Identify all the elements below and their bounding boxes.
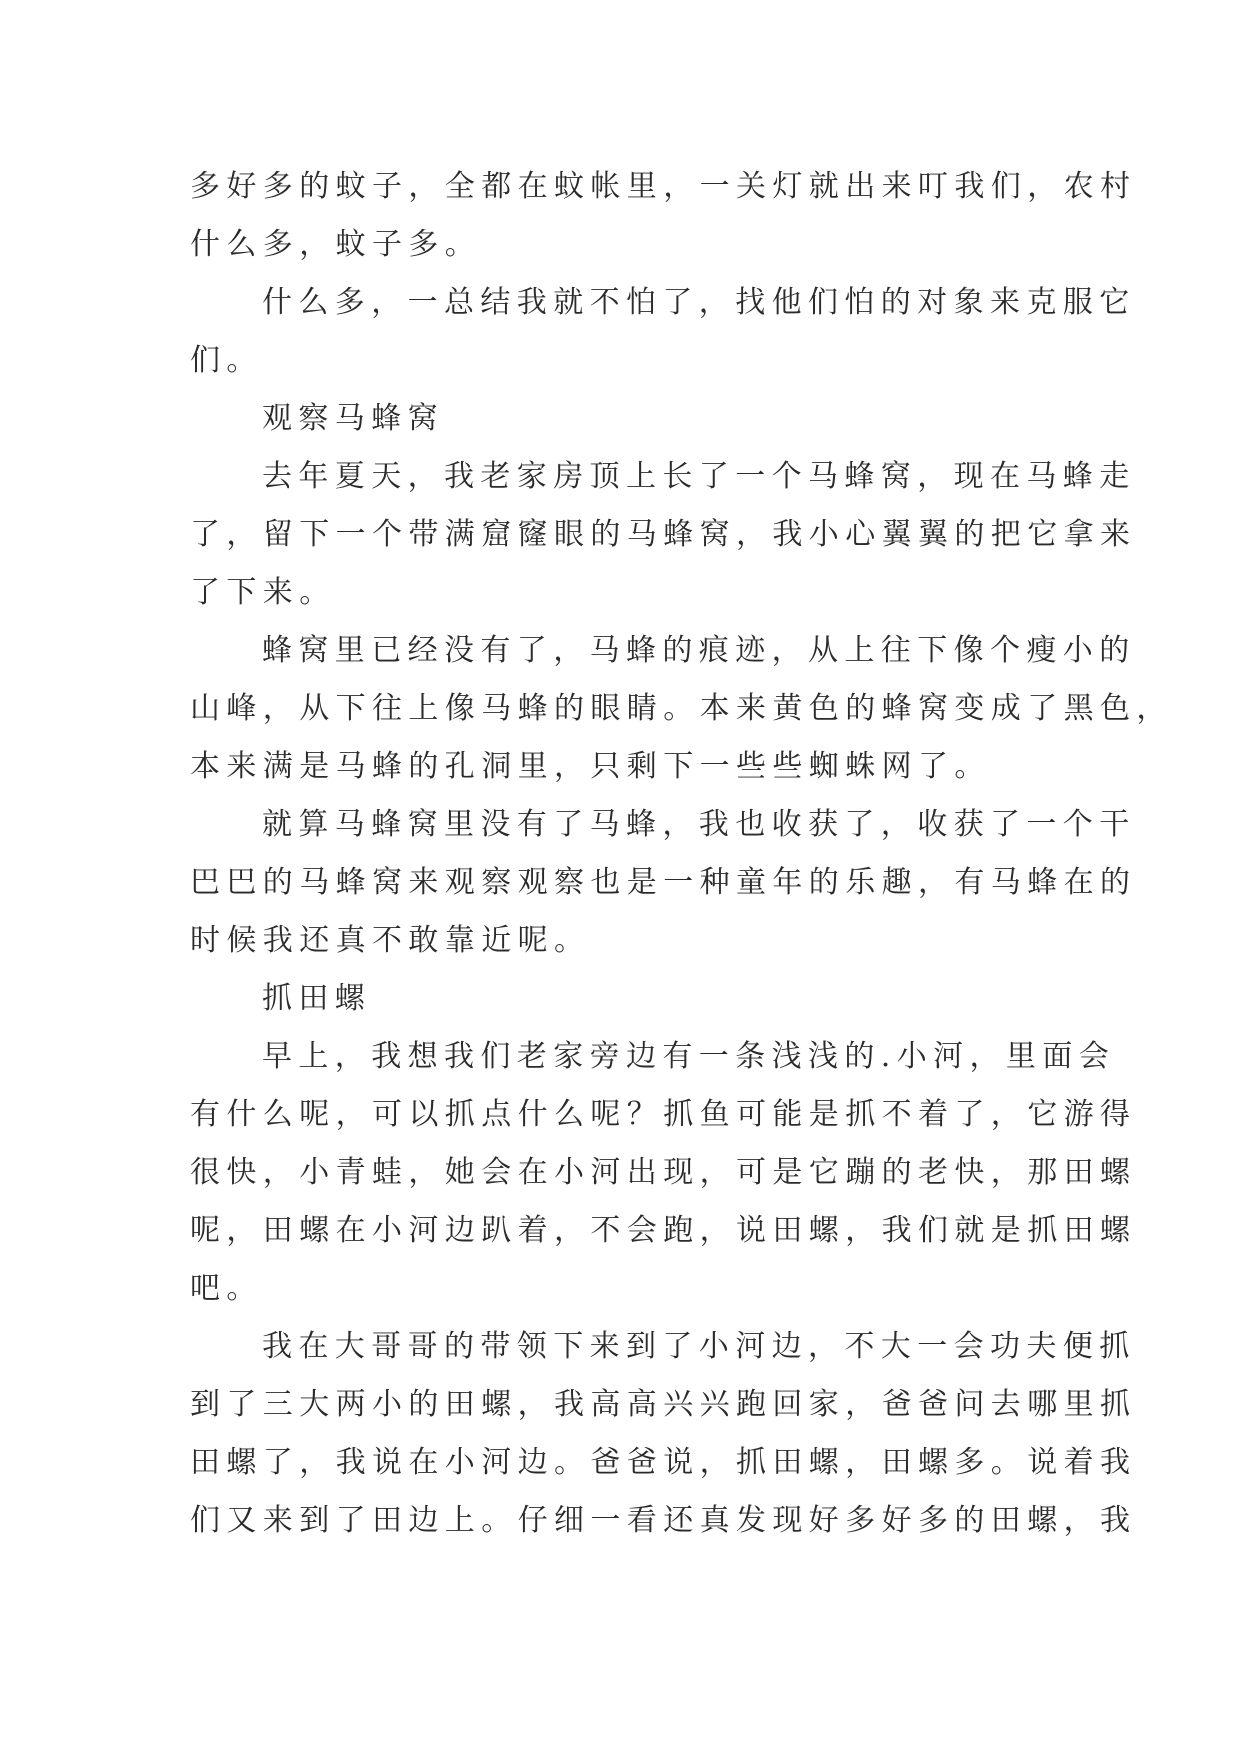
text-line: 时候我还真不敢靠近呢。 (190, 923, 591, 958)
document-body (190, 158, 1173, 1550)
paragraph-start-line: 就算马蜂窝里没有了马蜂，我也收获了，收获了一个干 (262, 807, 1136, 842)
section-heading: 抓田螺 (262, 981, 372, 1016)
text-line: 很快，小青蛙，她会在小河出现，可是它蹦的老快，那田螺 (190, 1155, 1137, 1190)
text-line: 有什么呢，可以抓点什么呢？抓鱼可能是抓不着了，它游得 (190, 1097, 1137, 1132)
text-line: 本来满是马蜂的孔洞里，只剩下一些些蜘蛛网了。 (190, 749, 991, 784)
paragraph-start-line: 我在大哥哥的带领下来到了小河边，不大一会功夫便抓 (262, 1329, 1136, 1364)
text-line: 田螺了，我说在小河边。爸爸说，抓田螺，田螺多。说着我 (190, 1445, 1137, 1480)
text-line: 什么多，蚊子多。 (190, 227, 482, 262)
text-line: 呢，田螺在小河边趴着，不会跑，说田螺，我们就是抓田螺 (190, 1213, 1137, 1248)
paragraph-start-line: 去年夏天，我老家房顶上长了一个马蜂窝，现在马蜂走 (262, 459, 1136, 494)
text-line: 到了三大两小的田螺，我高高兴兴跑回家，爸爸问去哪里抓 (190, 1387, 1137, 1422)
text-line: 们又来到了田边上。仔细一看还真发现好多好多的田螺，我 (190, 1503, 1137, 1538)
paragraph-start-line: 早上，我想我们老家旁边有一条浅浅的.小河，里面会 (262, 1039, 1116, 1074)
paragraph-start-line: 蜂窝里已经没有了，马蜂的痕迹，从上往下像个瘦小的 (262, 633, 1136, 668)
text-line: 巴巴的马蜂窝来观察观察也是一种童年的乐趣，有马蜂在的 (190, 865, 1137, 900)
text-line: 多好多的蚊子，全都在蚊帐里，一关灯就出来叮我们，农村 (190, 169, 1137, 204)
text-line: 了，留下一个带满窟窿眼的马蜂窝，我小心翼翼的把它拿来 (190, 517, 1137, 552)
text-line: 山峰，从下往上像马蜂的眼睛。本来黄色的蜂窝变成了黑色， (190, 691, 1173, 726)
section-heading: 观察马蜂窝 (262, 401, 444, 436)
text-line: 了下来。 (190, 575, 336, 610)
text-line: 吧。 (190, 1271, 263, 1306)
paragraph-start-line: 什么多，一总结我就不怕了，找他们怕的对象来克服它 (262, 285, 1136, 320)
text-line: 们。 (190, 343, 263, 378)
